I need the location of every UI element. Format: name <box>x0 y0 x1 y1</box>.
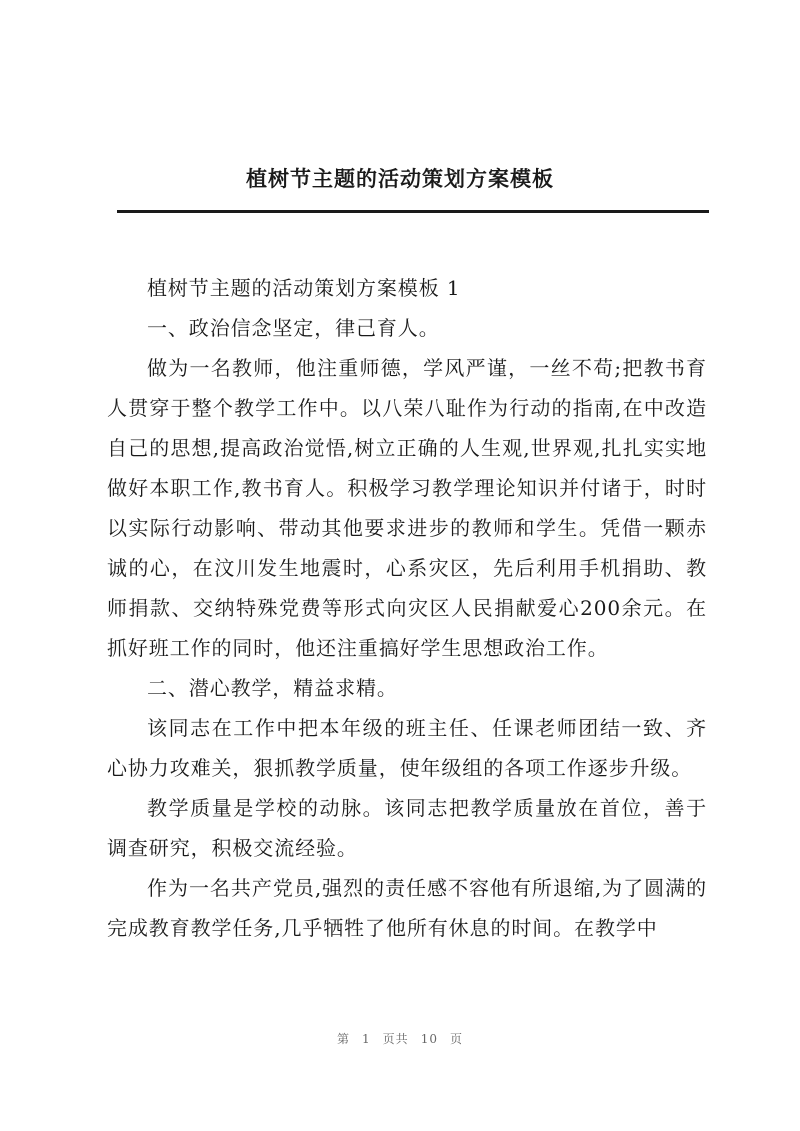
footer-prefix: 第 <box>337 1032 351 1046</box>
footer-middle: 页共 <box>382 1032 409 1046</box>
title-divider <box>117 210 709 213</box>
paragraph-heading-2: 二、潜心教学，精益求精。 <box>147 676 398 700</box>
paragraph: 该同志在工作中把本年级的班主任、任课老师团结一致、齐心协力攻难关，狠抓教学质量，使年级组的各项工作逐步升级。 <box>107 716 707 780</box>
footer-current-page: 1 <box>362 1032 371 1046</box>
paragraph-section-heading: 植树节主题的活动策划方案模板 1 <box>147 276 461 300</box>
paragraph: 教学质量是学校的动脉。该同志把教学质量放在首位，善于调查研究，积极交流经验。 <box>107 796 707 860</box>
paragraph: 做为一名教师，他注重师德，学风严谨，一丝不苟;把教书育人贯穿于整个教学工作中。以八荣八耻作为行动的指南,在中改造自己的思想,提高政治觉悟,树立正确的人生观,世界观,扎扎实实地做好本职工作,教书育人。积极学习教学理论知识并付诸于，时时以实际行动影响、带动其他要求进步的教师和学生。凭借一颗赤诚的心，在汶川发生地震时，心系灾区，先后利用手机捐助、教师捐款、交纳特殊党费等形式向灾区人民捐献爱心200余元。在抓好班工作的同时，他还注重搞好学生思想政治工作。 <box>107 356 707 660</box>
page-footer <box>0 1030 800 1047</box>
page-title: 植树节主题的活动策划方案模板 <box>246 166 554 191</box>
footer-total-pages: 10 <box>420 1032 438 1046</box>
document-body <box>107 268 707 948</box>
footer-suffix: 页 <box>449 1032 463 1046</box>
paragraph-heading-1: 一、政治信念坚定，律己育人。 <box>147 316 440 340</box>
paragraph: 作为一名共产党员,强烈的责任感不容他有所退缩,为了圆满的完成教育教学任务,几乎牺牲了他所有休息的时间。在教学中 <box>107 876 707 940</box>
